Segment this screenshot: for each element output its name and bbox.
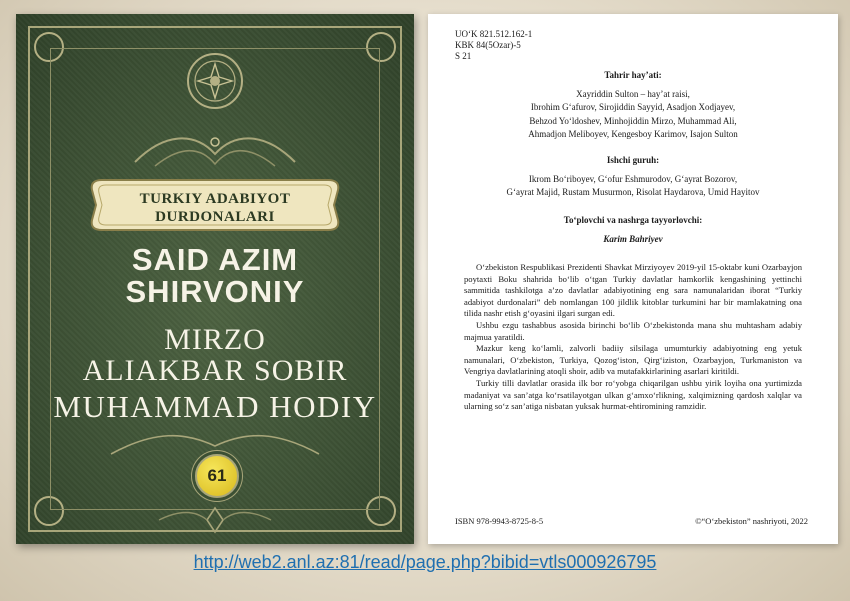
imprint-page xyxy=(428,14,838,544)
source-link[interactable]: http://web2.anl.az:81/read/page.php?bibid=vtls000926795 xyxy=(193,552,657,572)
working-group-line: Ikrom Bo‘riboyev, G‘ofur Eshmurodov, G‘ayrat Bozorov, xyxy=(528,173,738,184)
compiler-section xyxy=(448,214,818,246)
classification-codes xyxy=(455,29,532,62)
author1-first-line: SAID AZIM xyxy=(131,242,299,277)
editorial-board xyxy=(448,69,818,142)
bbk-code: KBK 84(5Ozar)-5 xyxy=(455,40,521,50)
series-emblem-icon xyxy=(186,52,244,110)
series-title xyxy=(88,176,342,234)
series-title-line1: TURKIY ADABIYOT xyxy=(139,191,291,207)
isbn: ISBN 978-9943-8725-8-5 xyxy=(455,516,544,526)
working-group xyxy=(448,154,818,200)
editorial-board-heading: Tahrir hay’ati: xyxy=(604,70,662,80)
author3-name: MUHAMMAD HODIY xyxy=(53,389,377,424)
udc-code: UO‘K 821.512.162-1 xyxy=(455,29,533,39)
author1-second-line: SHIRVONIY xyxy=(125,274,305,309)
compiler-name: Karim Bahriyev xyxy=(603,233,663,244)
bottom-ornament-icon xyxy=(155,506,275,534)
editorial-board-line: Xayriddin Sulton – hay’at raisi, xyxy=(576,88,690,99)
editorial-board-line: Behzod Yo‘ldoshev, Minhojiddin Mirzo, Muhammad Ali, xyxy=(529,115,737,126)
volume-number-badge: 61 xyxy=(195,454,239,498)
editorial-board-line: Ahmadjon Meliboyev, Kengesboy Karimov, Isajon Sulton xyxy=(528,129,738,139)
arabesque-ornament-icon xyxy=(125,132,305,172)
working-group-line: G‘ayrat Majid, Rustam Musurmon, Risolat Haydarova, Umid Hayitov xyxy=(506,187,760,197)
book-cover xyxy=(16,14,414,544)
series-title-line2: DURDONALARI xyxy=(155,209,275,225)
author2-second-line: ALIAKBAR SOBIR xyxy=(82,354,348,387)
working-group-heading: Ishchi guruh: xyxy=(606,155,660,165)
intro-paragraph: Ushbu ezgu tashabbus asosida birinchi bo‘lib O‘zbekistonda mana shu muhtasham adabiy majmua yaratildi. xyxy=(464,319,802,342)
intro-paragraph: Turkiy tilli davlatlar orasida ilk bor ro‘yobga chiqarilgan ushbu yirik loyiha ona yurtimizda madaniyat va san’atga ko‘rsatilayotgan ulkan g‘amxo‘rlikning, xalqimizning qardosh xalqlar va ularning so‘z san’atiga nisbatan yuksak hurmat-ehtiromining ramzidir. xyxy=(464,377,802,412)
author2-first-line: MIRZO xyxy=(164,323,266,356)
intro-paragraph: O‘zbekiston Respublikasi Prezidenti Shavkat Mirziyoyev 2019-yil 15-oktabr kuni Ozarbayjon poytaxti Boku shahrida bo‘lib o‘tgan Turkiy davlatlar hamkorlik kengashining yettinchi sammitida tashkilotga a’zo davlatlar adabiyotining eng sara namunalaridan iborat “Turkiy adabiyot durdonalari” deb nomlangan 100 jildlik kitoblar turkumini har bir mamlakatning ona tilida nashr etish g‘oyasini ilgari surgan edi. xyxy=(464,262,802,319)
introduction-text xyxy=(464,262,802,413)
author-mark: S 21 xyxy=(455,51,472,61)
compiler-heading: To‘plovchi va nashrga tayyorlovchi: xyxy=(563,215,703,225)
editorial-board-line: Ibrohim G‘afurov, Sirojiddin Sayyid, Asadjon Xodjayev, xyxy=(530,102,736,112)
copyright-notice: ©“O‘zbekiston” nashriyoti, 2022 xyxy=(695,516,808,526)
intro-paragraph: Mazkur keng ko‘lamli, zalvorli badiiy silsilaga umumturkiy adabiyotning eng yetuk namunalari, O‘zbekiston, Turkiya, Qozog‘iston, Qirg‘iziston, Ozarbayjon, Turkmaniston va Vengriya davlatlarining atoqli shoir, adib va mutafakkirlarining asarlari kiritildi. xyxy=(464,343,802,377)
